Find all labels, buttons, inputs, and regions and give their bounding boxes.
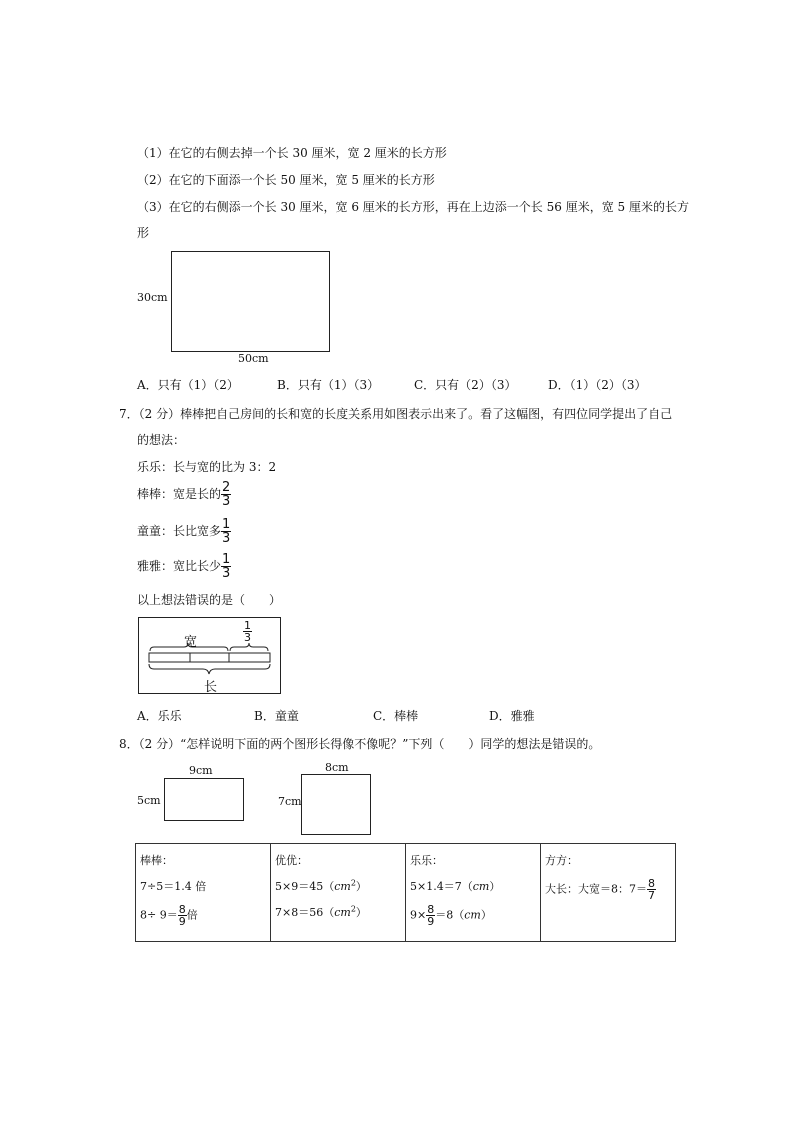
q7-part-label: [243, 620, 252, 643]
q7-length-label: 长: [204, 680, 218, 695]
q8-rect2-width-label: 8cm: [325, 761, 349, 774]
q8-rect1-width-label: 9cm: [189, 764, 213, 777]
length-brace: [149, 664, 270, 674]
q7-question: 以上想法错误的是（ ）: [137, 593, 282, 607]
lele-line1: 5×1.4＝7（cm）: [410, 880, 501, 893]
q7-tongtong: [137, 518, 231, 545]
table-row: [136, 844, 676, 942]
q6-option-c: C．只有（2）（3）: [414, 378, 517, 392]
q7-stem-line2: 的想法：: [137, 433, 186, 447]
q6-width-label: 50cm: [238, 352, 269, 365]
q7-width-label: 宽: [184, 635, 198, 650]
q7-bangbang: [137, 481, 231, 508]
q8-rectangle-1: [164, 778, 244, 821]
bangbang-line1: 7÷5＝1.4 倍: [140, 880, 207, 893]
q7-lele: 乐乐：长与宽的比为 3：2: [137, 460, 277, 474]
fangfang-line1: 大长：大宽＝8：7＝ $\frac{8}{7}$: [545, 877, 655, 902]
cell-youyou: [271, 844, 406, 942]
q7-stem-line1: 7．（2 分）棒棒把自己房间的长和宽的长度关系用如图表示出来了。看了这幅图，有四位同学提出了自己: [119, 407, 673, 421]
q8-stem: 8．（2 分）“怎样说明下面的两个图形长得像不像呢？”下列（ ）同学的想法是错误的。: [119, 737, 601, 751]
youyou-line1: $5\times 9=45(cm^2)$: [275, 878, 367, 893]
q7-tongtong-text: 童童：长比宽多: [137, 524, 222, 538]
q8-rect2-height-label: 7cm: [278, 795, 302, 808]
part-brace: [230, 643, 268, 651]
fraction-2-3: $\frac{2}{3}$: [222, 480, 231, 509]
lele-name: 乐乐：: [410, 854, 443, 867]
cell-bangbang: [136, 844, 271, 942]
q6-rectangle: [171, 251, 330, 352]
q6-option-a: A．只有（1）（2）: [137, 378, 239, 392]
q6-option-d: D．（1）（2）（3）: [548, 378, 647, 392]
q8-rect1-height-label: 5cm: [137, 794, 161, 807]
length-bar: [149, 653, 270, 662]
q7-option-b: B．童童: [254, 709, 299, 723]
q6-item-2: （2）在它的下面添一个长 50 厘米，宽 5 厘米的长方形: [137, 173, 435, 187]
fraction-8-9: $\frac{8}{9}$: [178, 903, 186, 928]
q7-option-a: A．乐乐: [137, 709, 182, 723]
youyou-name: 优优：: [275, 854, 308, 867]
youyou-line2: $7\times 8=56(cm^2)$: [275, 904, 367, 919]
q7-bangbang-text: 棒棒：宽是长的: [137, 487, 222, 501]
q6-option-b: B．只有（1）（3）: [277, 378, 380, 392]
fangfang-name: 方方：: [545, 854, 578, 867]
fraction-1-3-label: $\frac{1}{3}$: [244, 619, 251, 644]
fraction-8-7: $\frac{8}{7}$: [648, 877, 655, 902]
cell-lele: [406, 844, 541, 942]
q6-item-3-cont: 形: [137, 226, 150, 240]
bangbang-line2: 8÷ 9＝ $\frac{8}{9}$ 倍: [140, 903, 198, 928]
q7-option-d: D．雅雅: [489, 709, 535, 723]
fraction-8-9: $\frac{8}{9}$: [427, 903, 435, 928]
q6-item-3: （3）在它的右侧添一个长 30 厘米，宽 6 厘米的长方形，再在上边添一个长 56 厘米，宽 5 厘米的长方: [137, 200, 689, 214]
q7-yaya-text: 雅雅：宽比长少: [137, 559, 222, 573]
q8-rectangle-2: [301, 774, 371, 835]
fraction-1-3: $\frac{1}{3}$: [222, 517, 231, 546]
q6-item-1: （1）在它的右侧去掉一个长 30 厘米，宽 2 厘米的长方形: [137, 146, 447, 160]
q8-answer-table: [135, 843, 676, 942]
cell-fangfang: [541, 844, 676, 942]
q7-option-c: C．棒棒: [373, 709, 419, 723]
q7-yaya: [137, 553, 231, 580]
q6-height-label: 30cm: [137, 291, 168, 304]
bangbang-name: 棒棒：: [140, 854, 173, 867]
lele-line2: 9× $\frac{8}{9}$ ＝8（cm）: [410, 903, 492, 928]
fraction-1-3: $\frac{1}{3}$: [222, 552, 231, 581]
